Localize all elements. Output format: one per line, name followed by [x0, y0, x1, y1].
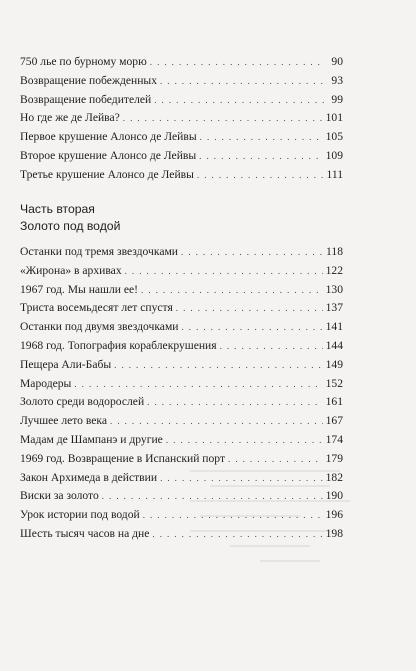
- toc-dot-leader: [220, 337, 323, 356]
- toc-entry-title: Триста восемьдесят лет спустя: [20, 301, 173, 315]
- toc-entry-page-number: 152: [325, 376, 343, 390]
- toc-entry-page-number: 93: [331, 73, 343, 87]
- toc-entry: [20, 91, 343, 110]
- toc-entry: [20, 262, 343, 281]
- toc-entry: [20, 243, 343, 262]
- toc-entry: [20, 356, 343, 375]
- toc-entry-page-number: 122: [325, 263, 343, 277]
- toc-entry-page-number: 144: [325, 338, 343, 352]
- toc-dot-leader: [166, 431, 323, 450]
- toc-entry-title: Закон Архимеда в действии: [20, 470, 158, 484]
- toc-entry-page-number: 196: [325, 508, 343, 522]
- toc-dot-leader: [150, 53, 324, 72]
- toc-dot-leader: [141, 281, 323, 300]
- toc-entry: [20, 128, 343, 147]
- toc-entry: [20, 375, 343, 394]
- toc-entry-title: 750 лье по бурному морю: [20, 55, 147, 68]
- toc-dot-leader: [114, 356, 322, 375]
- toc-entry-title: Возвращение победителей: [20, 92, 152, 106]
- toc-entry-title: Мадам де Шампанэ и другие: [20, 432, 163, 446]
- toc-entry-page-number: 167: [325, 414, 343, 428]
- toc-entry-title: Лучшее лето века: [20, 414, 108, 428]
- toc-entry-page-number: 190: [325, 489, 343, 503]
- toc-entry-page-number: 99: [331, 92, 343, 106]
- toc-entry-title: Пещера Али-Бабы: [20, 357, 112, 371]
- toc-entry-title: Третье крушение Алонсо де Лейвы: [20, 167, 194, 181]
- part-two-heading-title: Золото под водой: [20, 219, 121, 233]
- toc-entry-title: Останки под двумя звездочками: [20, 320, 179, 334]
- toc-entry-title: 1968 год. Топография кораблекрушения: [20, 338, 217, 352]
- toc-entry: [20, 337, 343, 356]
- toc-entry-title: Золото среди водорослей: [20, 395, 145, 409]
- toc-dot-leader: [110, 412, 323, 431]
- toc-entry-page-number: 182: [325, 470, 343, 484]
- toc-entry-title: Первое крушение Алонсо де Лейвы: [20, 130, 197, 144]
- toc-entry-page-number: 118: [326, 245, 343, 258]
- toc-entry-page-number: 161: [325, 395, 343, 409]
- toc-entry-title: Останки под тремя звездочками: [20, 245, 179, 258]
- toc-entry-title: 1967 год. Мы нашли ее!: [20, 282, 139, 296]
- toc-entry: [20, 299, 343, 318]
- toc-entry-title: Урок истории под водой: [20, 508, 140, 522]
- toc-entry-page-number: 109: [325, 148, 343, 162]
- toc-dot-leader: [74, 375, 322, 394]
- toc-entry-page-number: 179: [325, 451, 343, 465]
- toc-entry-title: Мародеры: [20, 376, 72, 390]
- toc-entry: [20, 431, 343, 450]
- toc-entry-page-number: 174: [325, 432, 343, 446]
- toc-entry: [20, 147, 343, 166]
- toc-entry-page-number: 90: [331, 55, 343, 68]
- toc-entry-page-number: 198: [325, 526, 343, 540]
- toc-dot-leader: [197, 166, 324, 185]
- toc-entry: [20, 166, 343, 185]
- toc-dot-leader: [199, 147, 322, 166]
- toc-entry-title: Шесть тысяч часов на дне: [20, 526, 150, 540]
- toc-dot-leader: [181, 243, 323, 262]
- toc-entry-title: «Жирона» в архивах: [20, 263, 122, 277]
- toc-entry-page-number: 105: [325, 130, 343, 144]
- toc-dot-leader: [154, 91, 324, 110]
- part-two-heading-label: Часть вторая: [20, 202, 95, 216]
- toc-list-part-one: [20, 53, 343, 185]
- toc-dot-leader: [160, 72, 324, 91]
- toc-entry-page-number: 141: [325, 320, 343, 334]
- toc-entry-title: Но где же де Лейва?: [20, 111, 120, 125]
- toc-entry: [20, 281, 343, 300]
- toc-dot-leader: [181, 318, 322, 337]
- toc-entry-page-number: 101: [325, 111, 343, 125]
- toc-entry: [20, 393, 343, 412]
- toc-entry-title: Возвращение побежденных: [20, 73, 157, 87]
- toc-dot-leader: [228, 450, 323, 469]
- toc-entry-title: Второе крушение Алонсо де Лейвы: [20, 148, 197, 162]
- toc-entry-title: 1969 год. Возвращение в Испанский порт: [20, 451, 226, 465]
- toc-dot-leader: [125, 262, 323, 281]
- toc-dot-leader: [147, 393, 322, 412]
- toc-dot-leader: [200, 128, 323, 147]
- toc-entry-page-number: 130: [325, 282, 343, 296]
- toc-entry: [20, 412, 343, 431]
- toc-entry-page-number: 111: [326, 167, 343, 181]
- toc-entry: [20, 318, 343, 337]
- toc-entry: [20, 109, 343, 128]
- toc-entry: [20, 53, 343, 72]
- toc-entry-title: Виски за золото: [20, 489, 99, 503]
- reverse-page-show-through: [190, 470, 360, 610]
- toc-entry-page-number: 149: [325, 357, 343, 371]
- toc-entry-page-number: 137: [325, 301, 343, 315]
- toc-dot-leader: [176, 299, 323, 318]
- toc-dot-leader: [123, 109, 323, 128]
- toc-entry: [20, 72, 343, 91]
- toc-entry: [20, 450, 343, 469]
